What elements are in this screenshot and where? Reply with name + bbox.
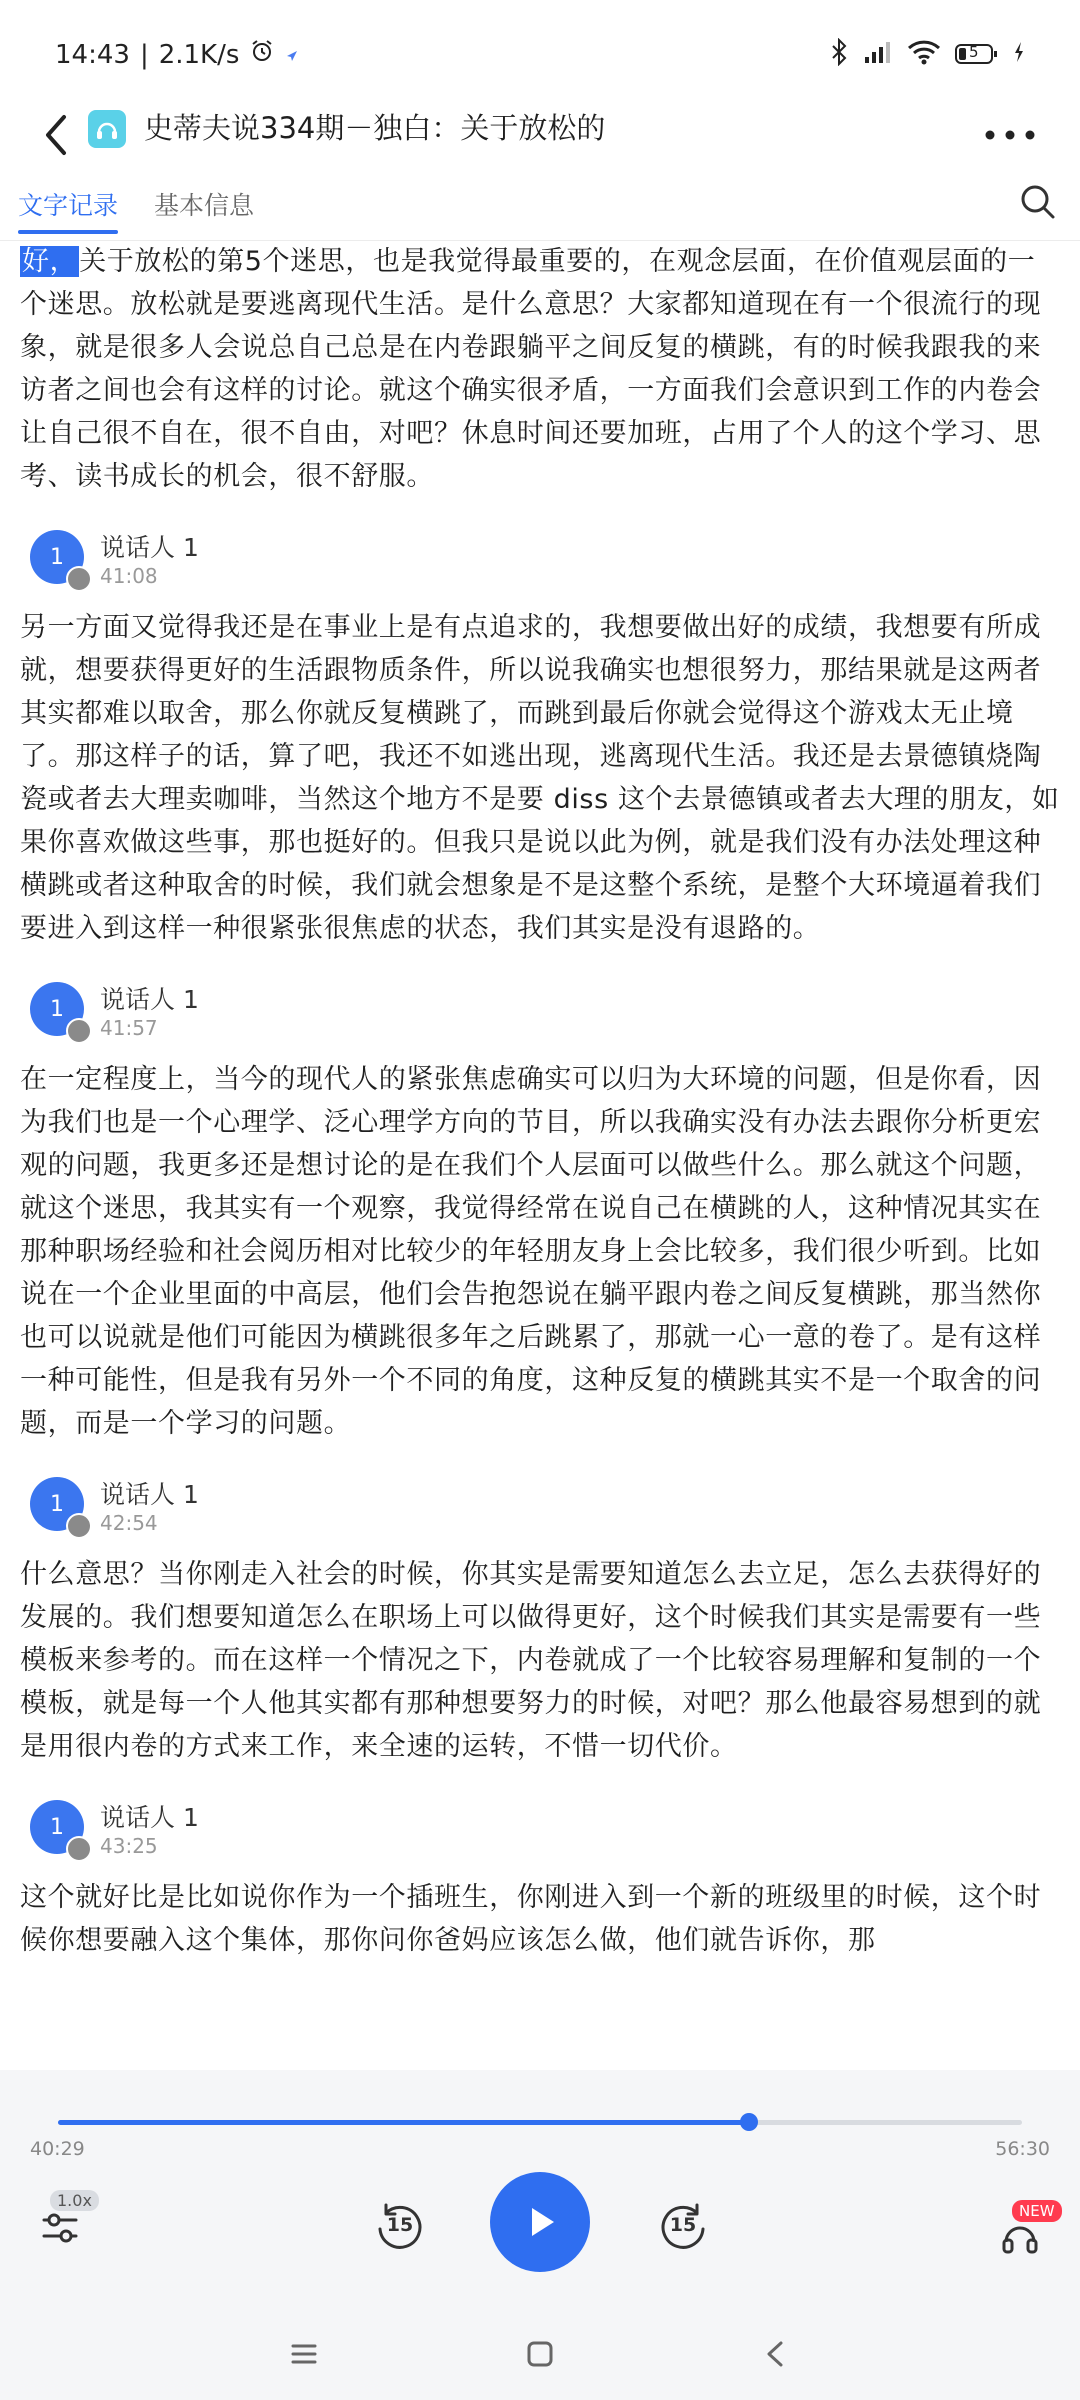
forward-15-button[interactable] (648, 2192, 718, 2262)
speaker-header[interactable] (0, 520, 1080, 600)
bluetooth-icon (829, 38, 849, 70)
rewind-seconds: 15 (386, 2214, 414, 2236)
forward-seconds: 15 (669, 2214, 697, 2236)
speaker-avatar: 1 (30, 1477, 84, 1531)
speaker-name: 说话人 1 (100, 533, 199, 562)
battery-level: 5 (969, 43, 979, 61)
edit-badge-icon (66, 566, 92, 592)
speaker-avatar: 1 (30, 530, 84, 584)
play-button[interactable] (490, 2172, 590, 2272)
charging-icon (1013, 41, 1025, 67)
speaker-header[interactable] (0, 1467, 1080, 1547)
status-right (829, 38, 1025, 70)
recent-apps-icon[interactable] (282, 2332, 326, 2376)
speaker-name: 说话人 1 (100, 985, 199, 1014)
edit-badge-icon (66, 1018, 92, 1044)
speaker-header[interactable] (0, 1790, 1080, 1870)
tab-transcript[interactable]: 文字记录 (18, 191, 119, 220)
segment-timestamp[interactable]: 42:54 (100, 1511, 158, 1535)
battery-icon (955, 42, 999, 66)
speaker-header[interactable] (0, 972, 1080, 1052)
podcast-app-icon (88, 110, 126, 148)
rewind-15-button[interactable] (365, 2192, 435, 2262)
current-time: 40:29 (30, 2138, 85, 2160)
status-net-speed: 2.1K/s (158, 39, 240, 70)
signal-icon (863, 39, 893, 69)
speaker-avatar: 1 (30, 982, 84, 1036)
transcript-paragraph[interactable]: 这个就好比是比如说你作为一个插班生，你刚进入到一个新的班级里的时候，这个时候你想要融入这个集体，那你问你爸妈应该怎么做，他们就告诉你，那 (20, 1882, 1042, 1956)
segment-timestamp[interactable]: 41:08 (100, 564, 158, 588)
transcript-paragraph[interactable]: 另一方面又觉得我还是在事业上是有点追求的，我想要做出好的成绩，我想要有所成就，想要获得更好的生活跟物质条件，所以说我确实也想很努力，那结果就是这两者其实都难以取舍，那么你就反复横跳了，而跳到最后你就会觉得这个游戏太无止境了。那这样子的话，算了吧，我还不如逃出现，逃离现代生活。我还是去景德镇烧陶瓷或者去大理卖咖啡，当然这个地方不是要 diss 这个去景德镇或者去大理的朋友，如果你喜欢做这些事，那也挺好的。但我只是说以此为例，就是我们没有办法处理这种横跳或者这种取舍的时候，我们就会想象是不是这整个系统，是整个大环境逼着我们要进入到这样一种很紧张很焦虑的状态，我们其实是没有退路的。 (20, 612, 1060, 944)
edit-badge-icon (66, 1513, 92, 1539)
wifi-icon (907, 39, 941, 69)
speed-badge[interactable]: 1.0x (50, 2190, 99, 2211)
new-badge: NEW (1012, 2200, 1062, 2222)
speaker-name: 说话人 1 (100, 1803, 199, 1832)
alarm-icon (249, 38, 275, 71)
tab-basic-info[interactable]: 基本信息 (154, 191, 255, 220)
speaker-name: 说话人 1 (100, 1480, 199, 1509)
system-navigation-bar (0, 2310, 1080, 2400)
progress-fill (58, 2120, 749, 2125)
page-title: 史蒂夫说334期－独白：关于放松的 (144, 111, 606, 145)
search-icon[interactable] (1016, 180, 1060, 224)
progress-track[interactable] (58, 2120, 1022, 2125)
edit-badge-icon (66, 1836, 92, 1862)
segment-timestamp[interactable]: 41:57 (100, 1016, 158, 1040)
home-icon[interactable] (518, 2332, 562, 2376)
total-time: 56:30 (995, 2138, 1050, 2160)
status-time: 14:43 (55, 39, 130, 70)
transcript-content[interactable] (0, 240, 1080, 2070)
status-left (55, 38, 299, 71)
status-separator: | (139, 39, 149, 70)
transcript-paragraph[interactable]: 在一定程度上，当今的现代人的紧张焦虑确实可以归为大环境的问题，但是你看，因为我们也是一个心理学、泛心理学方向的节目，所以我确实没有办法去跟你分析更宏观的问题，我更多还是想讨论的是在我们个人层面可以做些什么。那么就这个问题，就这个迷思，我其实有一个观察，我觉得经常在说自己在横跳的人，这种情况其实在那种职场经验和社会阅历相对比较少的年轻朋友身上会比较多，我们很少听到。比如说在一个企业里面的中高层，他们会告抱怨说在躺平跟内卷之间反复横跳，那当然你也可以说就是他们可能因为横跳很多年之后跳累了，那就一心一意的卷了。是有这样一种可能性，但是我有另外一个不同的角度，这种反复的横跳其实不是一个取舍的问题，而是一个学习的问题。 (20, 1064, 1042, 1439)
tab-bar (0, 180, 1080, 241)
paragraph-text: 关于放松的第5个迷思，也是我觉得最重要的，在观念层面，在价值观层面的一个迷思。放松就是要逃离现代生活。是什么意思？大家都知道现在有一个很流行的现象，就是很多人会说总自己总是在内卷跟躺平之间反复的横跳，有的时候我跟我的来访者之间也会有这样的讨论。就这个确实很矛盾，一方面我们会意识到工作的内卷会让自己很不自在，很不自由，对吧？休息时间还要加班，占用了个人的这个学习、思考、读书成长的机会，很不舒服。 (20, 246, 1042, 492)
more-options-button[interactable] (980, 120, 1040, 150)
transcript-paragraph[interactable] (20, 240, 1060, 498)
back-button[interactable] (38, 105, 88, 175)
speaker-avatar: 1 (30, 1800, 84, 1854)
location-icon (285, 40, 299, 70)
active-tab-indicator (18, 230, 118, 234)
segment-timestamp[interactable]: 43:25 (100, 1834, 158, 1858)
back-nav-icon[interactable] (754, 2332, 798, 2376)
transcript-paragraph[interactable]: 什么意思？当你刚走入社会的时候，你其实是需要知道怎么去立足，怎么去获得好的发展的。我们想要知道怎么在职场上可以做得更好，这个时候我们其实是需要有一些模板来参考的。而在这样一个情况之下，内卷就成了一个比较容易理解和复制的一个模板，就是每一个人他其实都有那种想要努力的时候，对吧？那么他最容易想到的就是用很内卷的方式来工作，来全速的运转，不惜一切代价。 (20, 1559, 1042, 1762)
status-bar (0, 0, 1080, 100)
progress-thumb[interactable] (740, 2113, 758, 2131)
highlighted-text: 好， (22, 246, 78, 277)
